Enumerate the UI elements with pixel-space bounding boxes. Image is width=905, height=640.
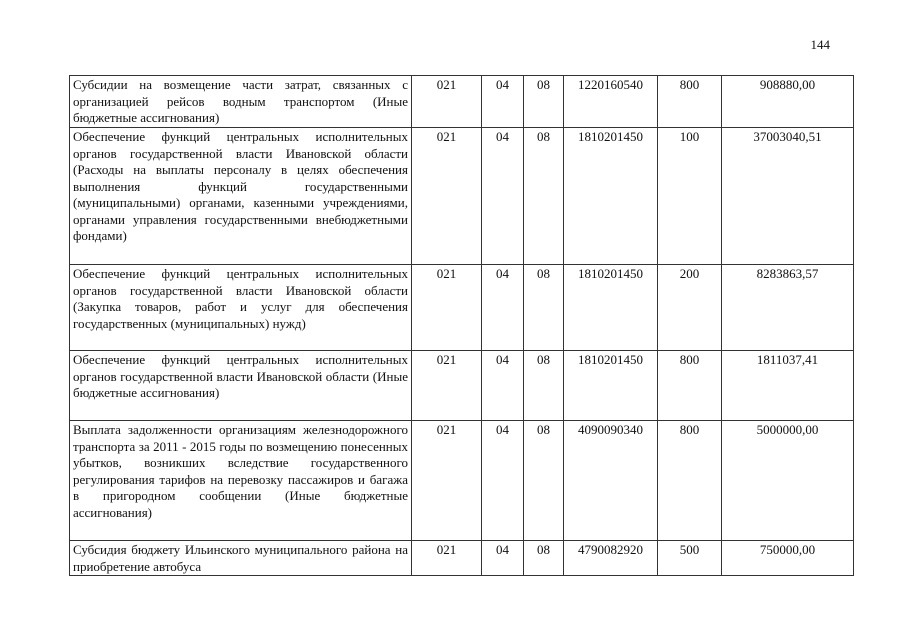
subsection-code: 08 [524,128,564,265]
row-description: Выплата задолженности организациям железнодорожного транспорта за 2011 - 2015 годы по возмещению понесенных убытков, возникших вследствие государственного регулирования тарифов на перевозку пассажиров и багажа в пригородном сообщении (Иные бюджетные ассигнования) [70,421,412,541]
ministry-code: 021 [412,265,482,351]
ministry-code: 021 [412,351,482,421]
section-code: 04 [482,265,524,351]
expense-type-code: 800 [658,351,722,421]
row-description: Обеспечение функций центральных исполнительных органов государственной власти Ивановской области (Иные бюджетные ассигнования) [70,351,412,421]
ministry-code: 021 [412,128,482,265]
page-number: 144 [810,37,830,52]
amount: 750000,00 [722,541,854,576]
table-row [70,541,854,576]
subsection-code: 08 [524,351,564,421]
target-article-code: 4090090340 [564,421,658,541]
amount: 8283863,57 [722,265,854,351]
subsection-code: 08 [524,421,564,541]
expense-type-code: 500 [658,541,722,576]
section-code: 04 [482,541,524,576]
target-article-code: 1810201450 [564,128,658,265]
amount: 1811037,41 [722,351,854,421]
row-description: Обеспечение функций центральных исполнительных органов государственной власти Ивановской области (Расходы на выплаты персоналу в целях обеспечения выполнения функций государственными (муниципальными) органами, казенными учреждениями, органами управления государственными внебюджетными фондами) [70,128,412,265]
table-row [70,128,854,265]
ministry-code: 021 [412,76,482,128]
section-code: 04 [482,421,524,541]
ministry-code: 021 [412,421,482,541]
target-article-code: 4790082920 [564,541,658,576]
section-code: 04 [482,128,524,265]
subsection-code: 08 [524,265,564,351]
expense-type-code: 100 [658,128,722,265]
table-row [70,76,854,128]
section-code: 04 [482,76,524,128]
ministry-code: 021 [412,541,482,576]
row-description: Обеспечение функций центральных исполнительных органов государственной власти Ивановской области (Закупка товаров, работ и услуг для обеспечения государственных (муниципальных) нужд) [70,265,412,351]
subsection-code: 08 [524,76,564,128]
target-article-code: 1810201450 [564,265,658,351]
expense-type-code: 800 [658,76,722,128]
target-article-code: 1810201450 [564,351,658,421]
expense-type-code: 200 [658,265,722,351]
amount: 5000000,00 [722,421,854,541]
table-row [70,421,854,541]
table-row [70,265,854,351]
row-description: Субсидия бюджету Ильинского муниципального района на приобретение автобуса [70,541,412,576]
amount: 37003040,51 [722,128,854,265]
budget-table [69,75,854,576]
target-article-code: 1220160540 [564,76,658,128]
row-description: Субсидии на возмещение части затрат, связанных с организацией рейсов водным транспортом (Иные бюджетные ассигнования) [70,76,412,128]
amount: 908880,00 [722,76,854,128]
expense-type-code: 800 [658,421,722,541]
section-code: 04 [482,351,524,421]
table-row [70,351,854,421]
subsection-code: 08 [524,541,564,576]
